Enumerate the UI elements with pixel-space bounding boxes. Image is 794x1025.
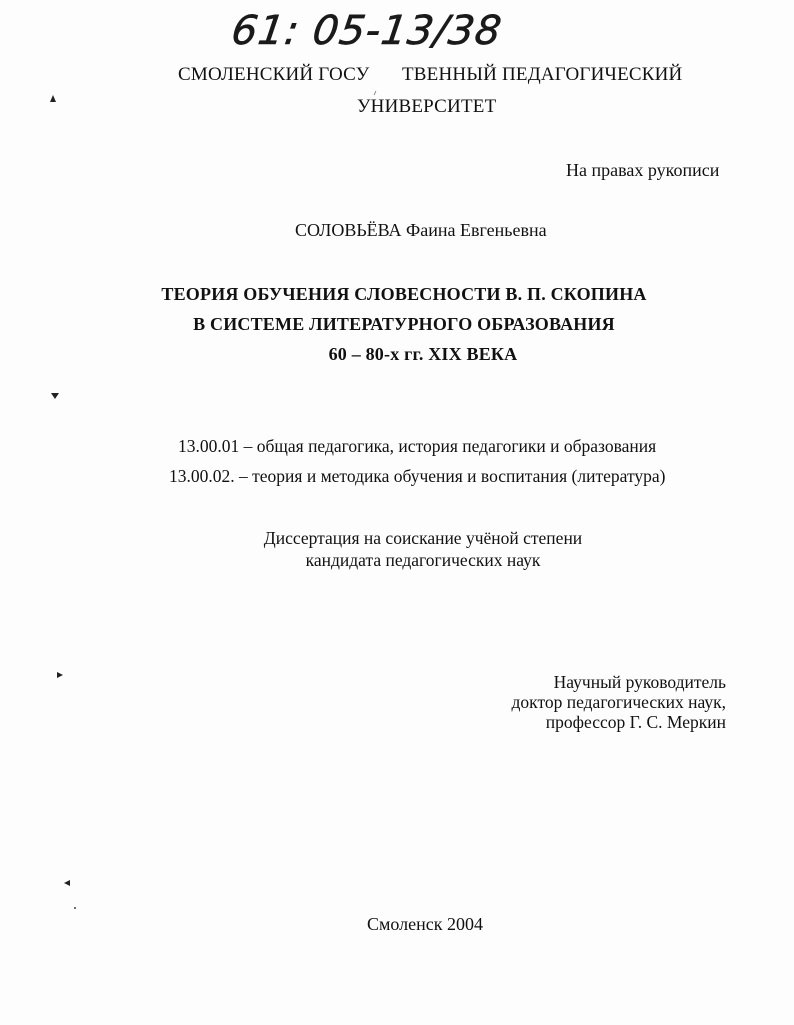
university-name-part2: ТВЕННЫЙ ПЕДАГОГИЧЕСКИЙ (402, 64, 683, 85)
title-line-3: 60 – 80-х гг. XIX ВЕКА (328, 344, 518, 364)
author-name: СОЛОВЬЁВА Фаина Евгеньевна (295, 220, 547, 240)
university-name-part1: СМОЛЕНСКИЙ ГОСУ (178, 64, 370, 85)
supervisor-name: профессор Г. С. Меркин (545, 712, 726, 732)
scan-mark (62, 878, 70, 886)
scan-dot (373, 90, 381, 98)
scan-mark (48, 94, 56, 102)
archive-stamp: 61: 05-13/38 (228, 8, 505, 54)
supervisor-label: Научный руководитель (553, 672, 726, 692)
supervisor-degree: доктор педагогических наук, (511, 692, 726, 712)
title-line-1: ТЕОРИЯ ОБУЧЕНИЯ СЛОВЕСНОСТИ В. П. СКОПИНА (161, 284, 647, 304)
dissertation-line-2: кандидата педагогических наук (305, 550, 541, 570)
city-year: Смоленск 2004 (367, 914, 483, 934)
rights-note: На правах рукописи (566, 160, 720, 180)
scan-dot (73, 906, 81, 914)
scan-mark (55, 670, 63, 678)
dissertation-line-1: Диссертация на соискание учёной степени (263, 528, 583, 548)
title-line-2: В СИСТЕМЕ ЛИТЕРАТУРНОГО ОБРАЗОВАНИЯ (193, 314, 615, 334)
specialty-1: 13.00.01 – общая педагогика, история педагогики и образования (178, 436, 657, 456)
scan-mark (50, 390, 58, 398)
university-name-line2: УНИВЕРСИТЕТ (357, 96, 497, 117)
specialty-2: 13.00.02. – теория и методика обучения и воспитания (литература) (169, 466, 666, 486)
